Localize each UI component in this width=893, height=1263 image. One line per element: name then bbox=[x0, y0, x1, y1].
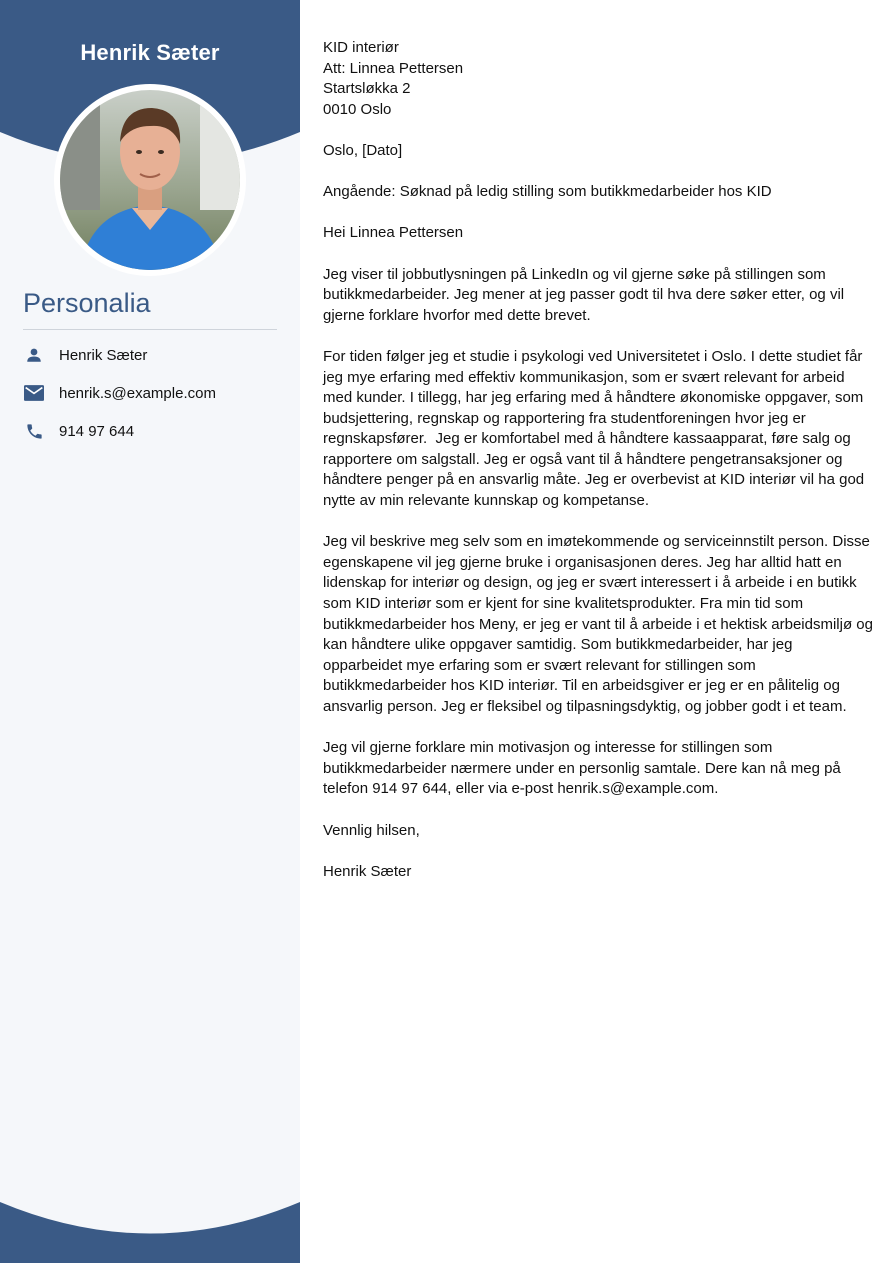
signature: Henrik Sæter bbox=[323, 862, 412, 880]
contact-email[interactable]: henrik.s@example.com bbox=[59, 384, 216, 402]
recipient-attention: Att: Linnea Pettersen bbox=[323, 59, 464, 77]
mail-icon bbox=[23, 382, 45, 404]
paragraph-intro: Jeg viser til jobbutlysningen på LinkedIn og vil gjerne søke på stillingen som butikkmedarbeider. Jeg mener at jeg passer godt til hva dere søker etter, og vil gjerne forklare hvorfor med dette brevet. bbox=[323, 265, 845, 324]
recipient-address bbox=[323, 38, 875, 120]
section-divider bbox=[23, 329, 277, 330]
paragraph-education: For tiden følger jeg et studie i psykologi ved Universitetet i Oslo. I dette studiet får jeg mye erfaring med effektiv kommunikasjon, som er svært relevant for arbeid med kunder. I tillegg, har jeg erfaring med å håndtere økonomiske oppgaver, som budsjettering, regnskap og rapportering fra studentforeningen hvor jeg er regnskapsfører. Jeg er komfortabel med å håndtere kassaapparat, føre salg og rapportere om salgstall. Jeg er også vant til å håndtere pengetransaksjoner og håndtere penger på en ansvarlig måte. Jeg er overbevist at KID interiør vil ha god nytte av min relevante kunnskap og kompetanse. bbox=[323, 347, 869, 510]
recipient-city: 0010 Oslo bbox=[323, 100, 392, 118]
paragraph-personal: Jeg vil beskrive meg selv som en imøtekommende og serviceinnstilt person. Disse egenskapene vil jeg gjerne bruke i organisasjonen deres. Jeg har alltid hatt en lidenskap for interiør og design, og jeg er svært interessert i å arbeide i en butikk som KID interiør som er kjent for sine kvalitetsprodukter. Fra min tid som butikkmedarbeider hos Meny, er jeg er vant til å arbeide i et hektisk arbeidsmiljø og kan håndtere ulike oppgaver samtidig. Som butikkmedarbeider, har jeg opparbeidet mye erfaring som er svært relevant for stillingen som butikkmedarbeider hos KID interiør. Til en arbeidsgiver er jeg er en pålitelig og ansvarlig person. Jeg er fleksibel og tilpasningsdyktig, og jobber godt i et team. bbox=[323, 533, 873, 715]
phone-icon bbox=[23, 420, 45, 442]
contact-phone[interactable]: 914 97 644 bbox=[59, 422, 135, 440]
contact-name-row bbox=[23, 343, 147, 367]
footer-band bbox=[0, 1190, 300, 1263]
paragraph-contact: Jeg vil gjerne forklare min motivasjon og interesse for stillingen som butikkmedarbeider nærmere under en personlig samtale. Dere kan nå meg på telefon 914 97 644, eller via e-post henrik.s@example.com. bbox=[323, 739, 841, 798]
profile-photo-frame bbox=[54, 84, 246, 276]
closing: Vennlig hilsen, bbox=[323, 821, 420, 839]
profile-photo bbox=[60, 90, 240, 270]
section-title-personalia: Personalia bbox=[23, 288, 151, 318]
cover-letter bbox=[323, 38, 875, 903]
place-date: Oslo, [Dato] bbox=[323, 141, 403, 159]
recipient-company: KID interiør bbox=[323, 39, 399, 56]
contact-name: Henrik Sæter bbox=[59, 346, 148, 364]
recipient-street: Startsløkka 2 bbox=[323, 80, 411, 98]
sidebar bbox=[0, 0, 300, 1263]
contact-email-row bbox=[23, 381, 216, 405]
candidate-name: Henrik Sæter bbox=[80, 40, 220, 65]
person-icon bbox=[23, 344, 45, 366]
contact-phone-row bbox=[23, 419, 134, 443]
greeting: Hei Linnea Pettersen bbox=[323, 224, 464, 242]
subject-line: Angående: Søknad på ledig stilling som butikkmedarbeider hos KID bbox=[323, 183, 772, 201]
